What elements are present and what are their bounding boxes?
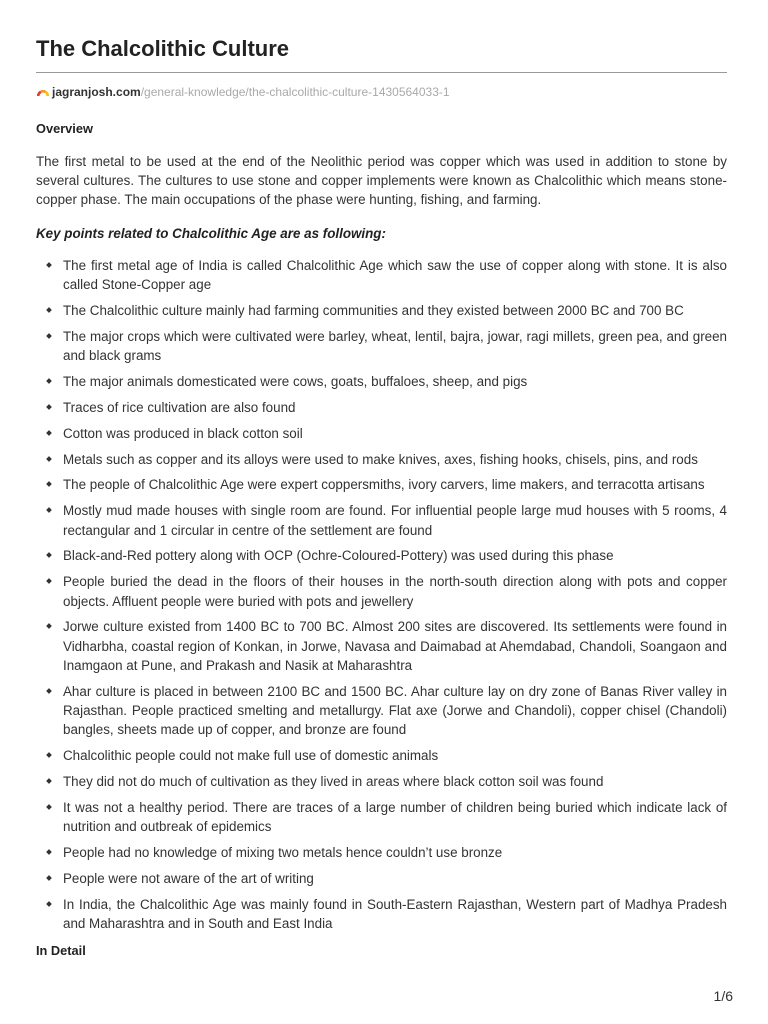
list-item-text: The Chalcolithic culture mainly had farming communities and they existed between 2000 BC and 700 BC (63, 302, 684, 318)
diamond-bullet-icon (46, 430, 52, 436)
diamond-bullet-icon (46, 404, 52, 410)
diamond-bullet-icon (46, 901, 52, 907)
overview-heading: Overview (36, 121, 93, 136)
list-item (36, 772, 727, 791)
list-item-text: People had no knowledge of mixing two metals hence couldn’t use bronze (63, 844, 503, 860)
diamond-bullet-icon (46, 553, 52, 559)
list-item-text: The major crops which were cultivated were barley, wheat, lentil, bajra, jowar, ragi millets, green pea, and green and black grams (63, 328, 727, 363)
list-item-text: People buried the dead in the floors of their houses in the north-south direction along with pots and copper objects. Affluent people were buried with pots and jewellery (63, 574, 727, 609)
diamond-bullet-icon (46, 624, 52, 630)
list-item (36, 372, 727, 391)
list-item-text: The major animals domesticated were cows, goats, buffaloes, sheep, and pigs (63, 373, 528, 389)
diamond-bullet-icon (46, 508, 52, 514)
list-item (36, 798, 727, 836)
list-item (36, 546, 727, 565)
list-item (36, 869, 727, 888)
list-item-text: Ahar culture is placed in between 2100 BC and 1500 BC. Ahar culture lay on dry zone of Banas River valley in Rajasthan. People practiced smelting and metallurgy. Flat axe (Jorwe and Chandoli), copper chisel (Chandoli) bangles, sheets made up of copper, and bronze are found (63, 683, 727, 738)
diamond-bullet-icon (46, 333, 52, 339)
diamond-bullet-icon (46, 482, 52, 488)
diamond-bullet-icon (46, 262, 52, 268)
list-item-text: In India, the Chalcolithic Age was mainly found in South-Eastern Rajasthan, Western part of Madhya Pradesh and Maharashtra and in South and East India (63, 896, 727, 931)
list-item (36, 501, 727, 539)
list-item (36, 450, 727, 469)
page-number: 1/6 (713, 988, 733, 1004)
list-item (36, 895, 727, 933)
page-title: The Chalcolithic Culture (36, 36, 290, 61)
diamond-bullet-icon (46, 578, 52, 584)
list-item-text: The people of Chalcolithic Age were expert coppersmiths, ivory carvers, lime makers, and terracotta artisans (63, 477, 705, 493)
list-item-text: The first metal age of India is called Chalcolithic Age which saw the use of copper along with stone. It is also called Stone-Copper age (63, 257, 727, 293)
source-link[interactable] (36, 85, 450, 99)
list-item-text: Black-and-Red pottery along with OCP (Ochre-Coloured-Pottery) was used during this phase (63, 548, 614, 564)
list-item (36, 746, 727, 765)
list-item-text: Metals such as copper and its alloys were used to make knives, axes, fishing hooks, chisels, pins, and rods (63, 451, 698, 467)
list-item (36, 572, 727, 610)
key-points-list (36, 256, 727, 933)
diamond-bullet-icon (46, 307, 52, 313)
diamond-bullet-icon (46, 752, 52, 758)
key-points-heading: Key points related to Chalcolithic Age are as following: (36, 225, 386, 241)
diamond-bullet-icon (46, 804, 52, 810)
diamond-bullet-icon (46, 378, 52, 384)
list-item (36, 843, 727, 862)
source-path[interactable]: /general-knowledge/the-chalcolithic-culture-1430564033-1 (140, 85, 450, 99)
title-divider (36, 72, 727, 73)
list-item (36, 301, 727, 320)
diamond-bullet-icon (46, 688, 52, 694)
list-item-text: People were not aware of the art of writing (63, 870, 314, 886)
list-item-text: Jorwe culture existed from 1400 BC to 700 BC. Almost 200 sites are discovered. Its settlements were found in Vidharbha, coastal region of Konkan, in Jorwe, Navasa and Daimabad at Ahemdabad, Chandoli, Soangaon and Inamgaon at Pune, and Prakash and Nasik at Maharashtra (63, 619, 727, 673)
list-item (36, 398, 727, 417)
diamond-bullet-icon (46, 778, 52, 784)
source-domain[interactable]: jagranjosh.com (52, 85, 141, 99)
list-item-text: Chalcolithic people could not make full use of domestic animals (63, 748, 439, 764)
list-item-text: Traces of rice cultivation are also found (63, 399, 296, 415)
diamond-bullet-icon (46, 456, 52, 462)
list-item (36, 327, 727, 365)
list-item (36, 682, 727, 740)
article-body (36, 119, 727, 961)
list-item-text: They did not do much of cultivation as they lived in areas where black cotton soil was found (63, 773, 604, 789)
diamond-bullet-icon (46, 849, 52, 855)
list-item (36, 617, 727, 675)
overview-paragraph: The first metal to be used at the end of the Neolithic period was copper which was used in addition to stone by several cultures. The cultures to use stone and copper implements were known as Chalcolithic which means stone-copper phase. The main occupations of the phase were hunting, fishing, and farming. (36, 154, 727, 208)
in-detail-heading: In Detail (36, 943, 86, 959)
list-item (36, 475, 727, 494)
list-item (36, 256, 727, 294)
list-item-text: It was not a healthy period. There are traces of a large number of children being buried which indicate lack of nutrition and outbreak of epidemics (63, 799, 727, 834)
list-item-text: Cotton was produced in black cotton soil (63, 425, 303, 441)
diamond-bullet-icon (46, 875, 52, 881)
list-item (36, 424, 727, 443)
jagranjosh-logo-icon (36, 85, 50, 99)
list-item-text: Mostly mud made houses with single room are found. For influential people large mud houses with 5 rooms, 4 rectangular and 1 circular in centre of the settlement are found (63, 503, 727, 538)
